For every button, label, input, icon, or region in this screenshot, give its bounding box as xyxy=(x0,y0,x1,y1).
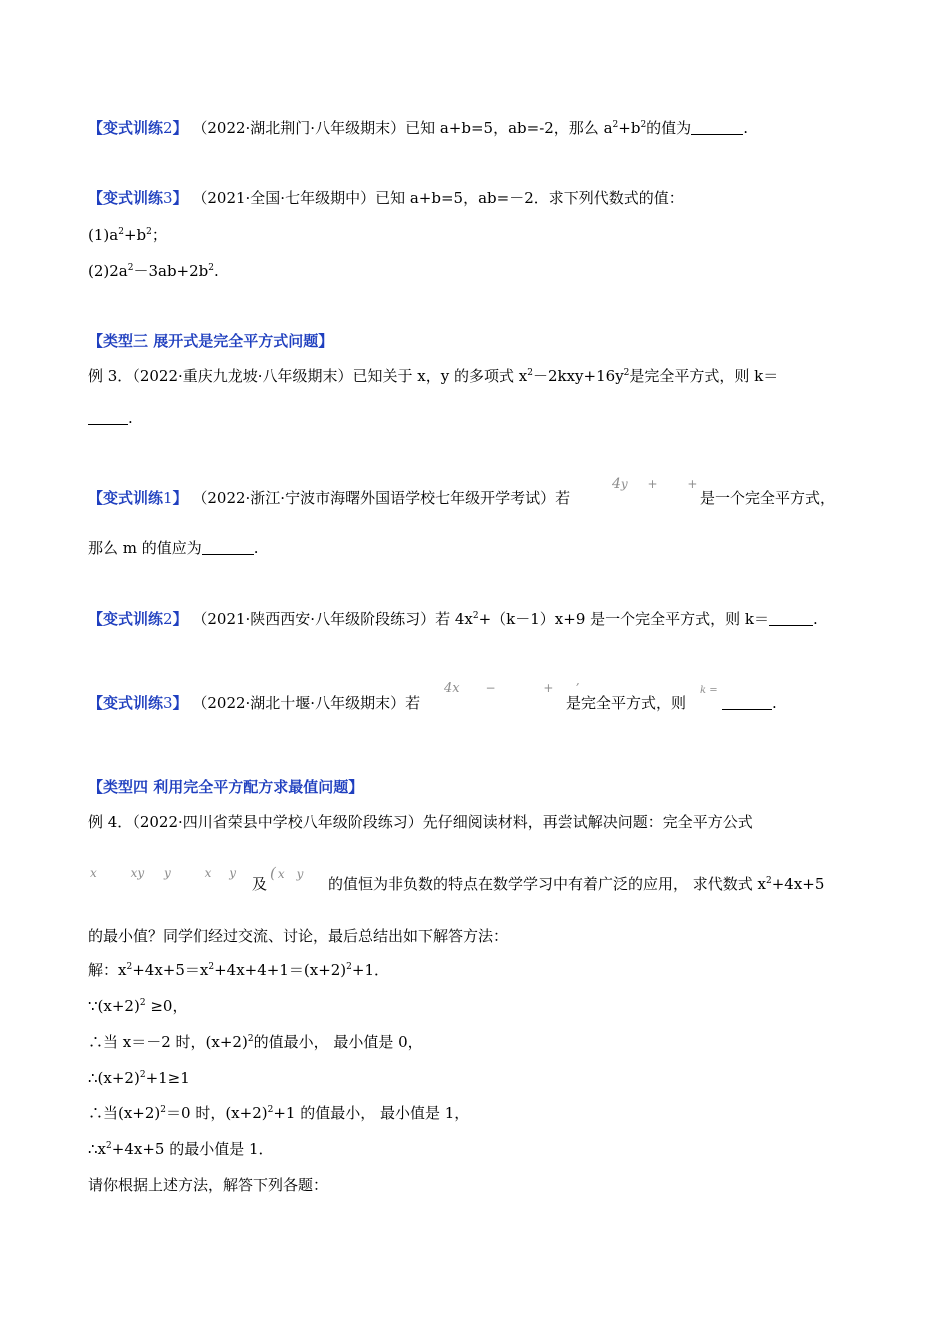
faded-k-symbol: k = xyxy=(700,685,718,696)
example-4-line-3: 的最小值？同学们经过交流、讨论，最后总结出如下解答方法： xyxy=(88,927,509,945)
type3-variant-3-answer: . xyxy=(722,693,777,713)
faded-formula: 4y + + xyxy=(612,476,698,492)
source-text: （2022·湖北荆门·八年级期末）已知 xyxy=(192,119,436,137)
variant-tag: 【变式训练3】 xyxy=(88,189,188,207)
answer-blank[interactable] xyxy=(722,695,772,710)
type3-variant-3-line xyxy=(88,693,420,713)
type3-variant-3-tail: 是完全平方式，则 xyxy=(566,694,687,712)
faded-formula: 4x − + ʼ xyxy=(444,681,580,696)
type3-variant-1-line-2: 那么 m 的值应为 . xyxy=(88,539,259,557)
section-heading-type-4: 【类型四 利用完全平方配方求最值问题】 xyxy=(88,778,364,796)
example-label: 例 4． xyxy=(88,813,133,831)
solution-step-4: $\therefore(x+2)^2+1\ge 1$ xyxy=(88,1069,190,1087)
and-text: 及 xyxy=(252,875,268,893)
question-text: a+b=5，ab=－2．求下列代数式的值： xyxy=(409,189,684,207)
example-4-line-2: 的值恒为非负数的特点在数学学习中有着广泛的应用， 求代数式 $x^2+4x+5$ xyxy=(328,875,825,893)
example-3-line: 例 3．（2022·重庆九龙坡·八年级期末）已知关于 x，y 的多项式 $x^2-2kxy+16y^2$是完全平方式，则 k＝ xyxy=(88,367,779,385)
answer-blank[interactable] xyxy=(691,120,743,135)
type3-variant-2-line: 【变式训练2】 （2021·陕西西安·八年级阶段练习）若 $4x^2+(k-1)x+9$ 是一个完全平方式，则 k＝ . xyxy=(88,610,818,628)
type3-variant-1-tail: 是一个完全平方式， xyxy=(700,489,836,507)
sub-question-2: $(2)2a^2-3ab+2b^2$. xyxy=(88,262,219,280)
source-text: （2021·陕西西安·八年级阶段练习）若 xyxy=(192,610,451,628)
solution-step-1: 解：$x^2+4x+5=x^2+4x+4+1=(x+2)^2+1$． xyxy=(88,961,390,979)
variant-tag: 【变式训练2】 xyxy=(88,119,188,137)
solution-step-2: $\because(x+2)^2 \ge 0$， xyxy=(88,997,188,1015)
faded-formula: x xy y x y xyxy=(90,866,236,880)
exercise-variant-2-line: 【变式训练2】 （2022·湖北荆门·八年级期末）已知 a+b=5，ab=-2，那么 $a^2+b^2$的值为 . xyxy=(88,119,748,137)
solution-step-3: ∴当 x＝－2 时，$(x+2)^2$的值最小， 最小值是 0， xyxy=(88,1033,423,1051)
answer-blank[interactable] xyxy=(202,540,254,555)
solution-instruction: 请你根据上述方法，解答下列各题： xyxy=(88,1176,329,1194)
example-label: 例 3． xyxy=(88,367,133,385)
source-text: （2022·湖北十堰·八年级期末）若 xyxy=(192,694,421,712)
type3-variant-1-line xyxy=(88,488,570,508)
variant-tag: 【变式训练1】 xyxy=(88,489,188,507)
exercise-variant-3-line xyxy=(88,188,684,208)
sub-question-1: $(1)a^2+b^2$； xyxy=(88,226,167,244)
question-text: a+b=5，ab=-2，那么 a xyxy=(439,119,613,137)
variant-tag: 【变式训练2】 xyxy=(88,610,188,628)
solution-step-5: ∴当$(x+2)^2=0$ 时，$(x+2)^2+1$ 的值最小， 最小值是 1， xyxy=(88,1104,470,1122)
answer-blank[interactable] xyxy=(88,410,128,425)
answer-blank[interactable] xyxy=(769,611,813,626)
source-text: （2021·全国·七年级期中）已知 xyxy=(192,189,406,207)
section-heading-type-3: 【类型三 展开式是完全平方式问题】 xyxy=(88,332,334,350)
solution-step-6: $\therefore x^2+4x+5$ 的最小值是 1． xyxy=(88,1140,274,1158)
example-3-answer-line: . xyxy=(88,408,133,428)
faded-formula-2: ( x y xyxy=(270,864,304,882)
example-4-line: 例 4．（2022·四川省荣县中学校八年级阶段练习）先仔细阅读材料，再尝试解决问题：完全平方公式 xyxy=(88,813,753,831)
source-text: （2022·浙江·宁波市海曙外国语学校七年级开学考试）若 xyxy=(192,489,571,507)
variant-tag: 【变式训练3】 xyxy=(88,694,188,712)
